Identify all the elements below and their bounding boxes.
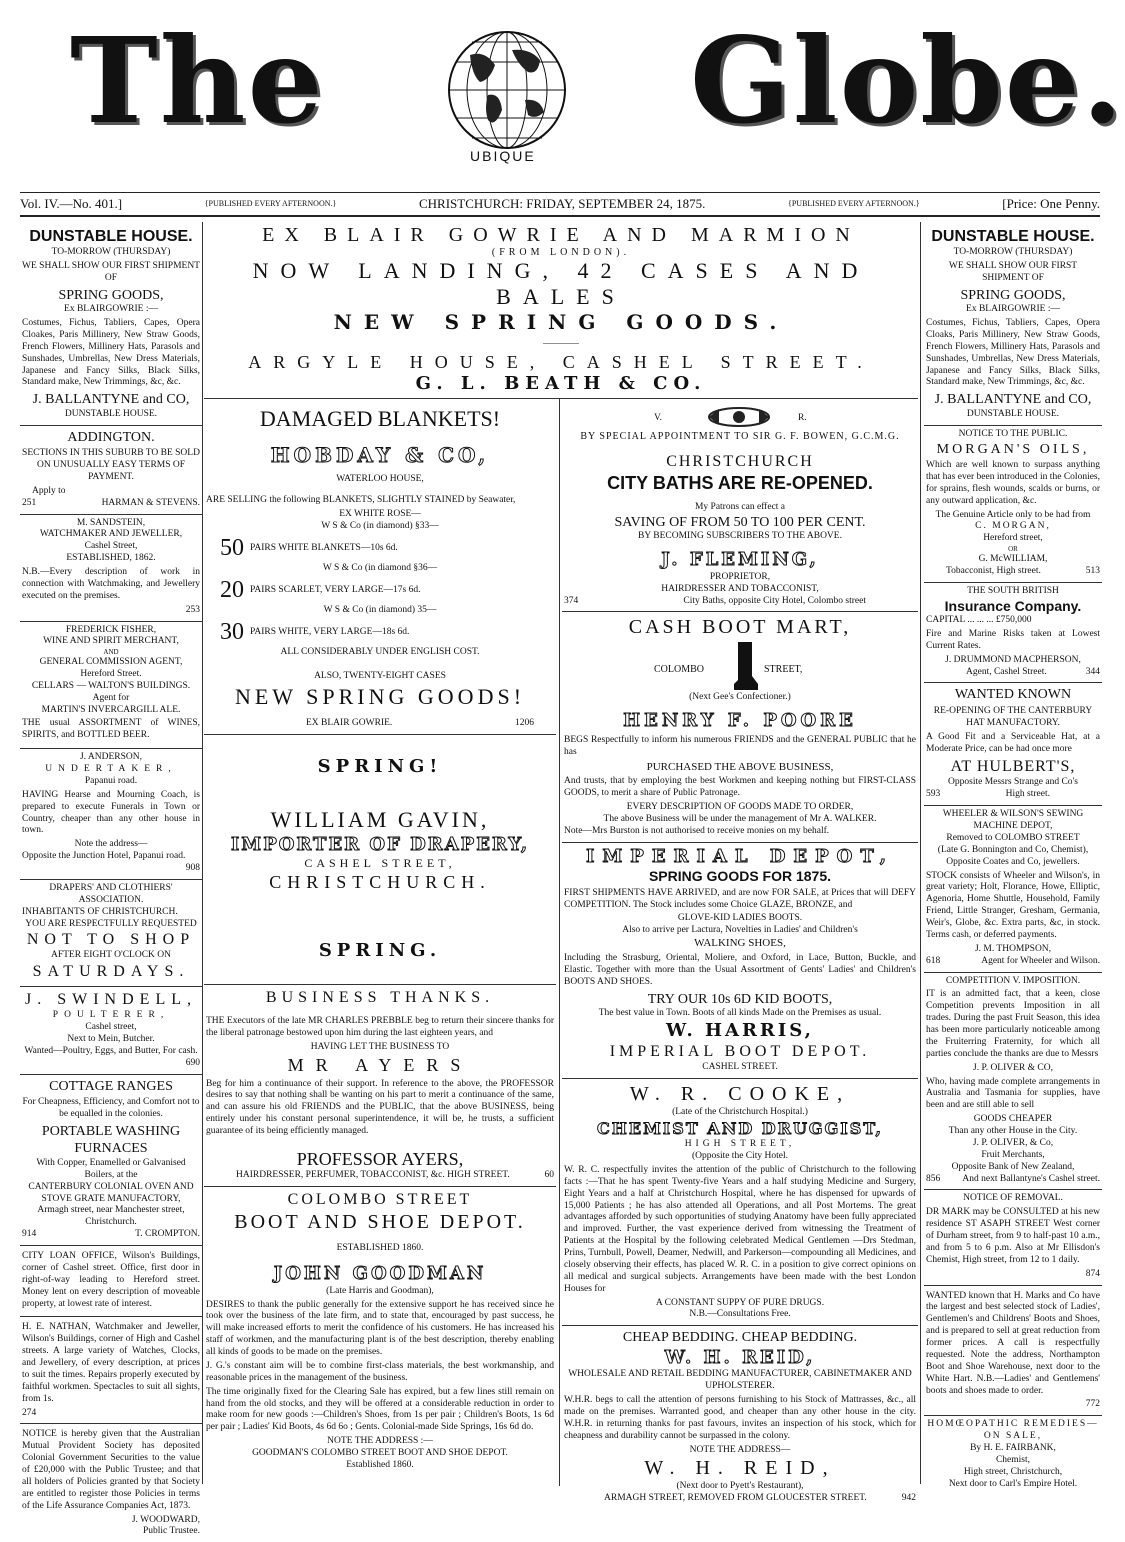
ad-body: Beg for him a continuance of their support. In reference to the above, the PROFESSOR desires to say that nothing shall be wanting on his part to merit a continuance of the same, and can assure his old FRIENDS and the PUBLIC, that the above BUSINESS, being entirely under his constant personal superintendence, it will be, he trusts, a sufficient guarantee of its being efficiently managed. (206, 1078, 554, 1136)
ad-heading: MR AYERS (287, 1055, 473, 1075)
column-centre-right (562, 402, 918, 1509)
ad-title: J. SWINDELL, (25, 991, 197, 1009)
ad-crompton (20, 1075, 202, 1246)
boot-icon (732, 640, 760, 692)
ad-line: GOODMAN'S COLOMBO STREET BOOT AND SHOE DEPOT. (252, 1448, 508, 1458)
ad-line: INHABITANTS OF CHRISTCHURCH. (22, 906, 178, 917)
ad-line: The Genuine Article only to be had from (935, 509, 1091, 520)
ad-number: 20 (220, 576, 244, 603)
ad-body: DR MARK may be CONSULTED at his new residence ST ASAPH STREET West corner of Durham street, from 9 to half-past 10 a.m., and from 5 to 6 p.m. Also at Mr Ellisdon's Chemist, High street, from 12 to 1 daily. (926, 1207, 1100, 1265)
ad-line: EVERY DESCRIPTION OF GOODS MADE TO ORDER, (626, 802, 854, 812)
ad-line: Papanui road. (84, 775, 138, 786)
ad-line: Public Trustee. (142, 1526, 200, 1537)
royal-arms (564, 405, 916, 431)
ad-line: City Baths, opposite City Hotel, Colombo street (683, 595, 866, 606)
ad-city-loan (20, 1246, 202, 1317)
ad-line: HIGH STREET, (684, 1139, 796, 1150)
ad-body: THE usual ASSORTMENT of WINES, SPIRITS, and BOTTLED BEER. (22, 718, 200, 741)
ad-gavin (204, 735, 556, 986)
ad-heading: TRY OUR 10s 6D KID BOOTS, (647, 991, 833, 1007)
ad-body: ARE SELLING the following BLANKETS, SLIGHTLY STAINED by Seawater, (206, 495, 516, 506)
ad-heading: Insurance Company. (944, 597, 1082, 614)
ad-hobday-blankets (204, 402, 556, 735)
dateline (20, 192, 1100, 217)
ad-heading: WATCHMAKER AND JEWELLER, (39, 529, 183, 540)
ad-body: Including the Strasburg, Oriental, Moliere, and Oxford, in Lace, Button, Buckle, and Elastic. Together with more than the Usual Assortment of Gents' Ladies' and Children's BOOTS AND SHOES. (564, 952, 916, 987)
ad-body: Who, having made complete arrangements in Australia and Tasmania for supplies, have been and are still able to sell (926, 1076, 1100, 1111)
published-note-right: {PUBLISHED EVERY AFTERNOON.} (788, 199, 920, 208)
masthead (0, 0, 1125, 190)
ad-line: W S & Co (in diamond) §33— (321, 521, 439, 532)
ad-number: 344 (1085, 666, 1100, 677)
ad-business-thanks (204, 985, 556, 1187)
ad-line: A CONSTANT SUPPY OF PURE DRUGS. (655, 1297, 825, 1308)
ad-imperial-depot (562, 843, 918, 1080)
ad-line: Than any other House in the City. (948, 1126, 1078, 1136)
ad-firm: G. L. BEATH & CO. (415, 373, 707, 394)
ad-line: GOODS CHEAPER (973, 1114, 1053, 1125)
ad-dunstable-house-right (924, 224, 1102, 426)
ad-city-baths (562, 402, 918, 612)
ad-line: J. DRUMMOND MACPHERSON, (945, 654, 1081, 665)
ad-line: (Late Harris and Goodman), (326, 1285, 434, 1296)
ad-oliver (924, 973, 1102, 1191)
ad-line: N.B.—Consultations Free. (689, 1309, 791, 1320)
ad-title: NOTICE TO THE PUBLIC. (958, 428, 1068, 439)
ad-heading: WINE AND SPIRIT MERCHANT, (43, 636, 179, 647)
ad-line: Opposite Bank of New Zealand, (951, 1161, 1075, 1172)
ad-line: (Late G. Bonnington and Co, Chemist), Opposite Coates and Co, jewellers. (937, 844, 1089, 867)
ad-line: CAPITAL ... ... ... £750,000 (926, 615, 1032, 625)
ad-title: CHEAP BEDDING. CHEAP BEDDING. (622, 1330, 858, 1346)
ad-line: Ex BLAIRGOWRIE :— (966, 304, 1060, 315)
ad-title: DUNSTABLE HOUSE. (29, 228, 193, 245)
ad-title: SPRING. (318, 939, 442, 961)
ad-line: J. M. THOMPSON, (974, 943, 1052, 954)
ad-title: W. R. COOKE, (629, 1083, 851, 1106)
ad-number: 60 (544, 1170, 554, 1181)
ad-line: CELLARS — WALTON'S BUILDINGS. (31, 680, 191, 691)
ad-number: 513 (1085, 565, 1100, 576)
ad-line: Removed to COLOMBO STREET (946, 832, 1080, 843)
ad-line: W S & Co (in diamond) 35— (323, 604, 437, 615)
ad-line: By H. E. FAIRBANK, (970, 1443, 1056, 1453)
ad-firm: J. WOODWARD, (131, 1514, 200, 1525)
ad-line: Note—Mrs Burston is not authorised to receive monies on my behalf. (564, 825, 830, 836)
ad-line: Note the address— (74, 839, 148, 850)
ad-number: 30 (220, 618, 244, 645)
ad-body: H. E. NATHAN, Watchmaker and Jeweller, Wilson's Buildings, corner of High and Cashel streets. A large variety of Watches, Clocks, and Jewellery, of every description, at prices to suit the times. Repairs properly executed by faithful workmen. Spectacles to suit all sights, from 1s. (22, 1322, 200, 1404)
ad-line: HAIRDRESSER AND TOBACCONIST, (661, 583, 819, 594)
ad-fairbank (924, 1416, 1102, 1494)
boot-illustration (564, 640, 916, 692)
ad-public-trustee (20, 1424, 202, 1542)
ad-line: NOTE THE ADDRESS— (689, 1444, 791, 1455)
ad-line: EX BLAIR GOWRIE. (306, 718, 393, 728)
ad-line: WATERLOO HOUSE, (336, 473, 424, 484)
ad-line: Also to arrive per Lactura, Novelties in Ladies' and Children's (622, 925, 858, 936)
ad-line: CHRISTCHURCH. (269, 872, 491, 893)
ad-heading: SPRING GOODS FOR 1875. (648, 868, 832, 885)
ad-title: ADDINGTON. (67, 429, 155, 445)
ad-body: CITY LOAN OFFICE, Wilson's Buildings, corner of Cashel street. Office, first door in right-of-way leading to Hereford street. Money lent on every description of moveable property, at lowest rate of interest. (22, 1251, 200, 1309)
ad-line: And next Ballantyne's Cashel street. (962, 1173, 1100, 1184)
ad-heading: PROFESSOR AYERS, (296, 1148, 464, 1169)
ad-line: PAIRS WHITE, VERY LARGE—18s 6d. (250, 626, 410, 637)
ad-line: PAIRS SCARLET, VERY LARGE—17s 6d. (250, 585, 421, 596)
ad-line: ARGYLE HOUSE, CASHEL STREET. (248, 352, 874, 372)
column-right (924, 224, 1102, 1495)
masthead-motto: UBIQUE (470, 148, 536, 164)
ad-number: 593 (926, 789, 941, 800)
ad-line: AFTER EIGHT O'CLOCK ON (50, 950, 172, 961)
ad-line: ALL CONSIDERABLY UNDER ENGLISH COST. (280, 646, 480, 657)
ad-title: EX BLAIR GOWRIE AND MARMION (262, 224, 860, 246)
ad-title: COTTAGE RANGES (49, 1078, 173, 1094)
ad-body: THE Executors of the late MR CHARLES PREBBLE beg to return their sincere thanks for the liberal patronage bestowed upon him during the last eighteen years, and (206, 1016, 554, 1039)
volume-number: Vol. IV.—No. 401.] (20, 196, 123, 211)
ad-body: SECTIONS IN THIS SUBURB TO BE SOLD ON UNUSUALLY EASY TERMS OF PAYMENT. (22, 448, 200, 482)
ad-number: 618 (926, 955, 941, 966)
ad-number: 690 (185, 1057, 200, 1068)
ad-line: Next door to Carl's Empire Hotel. (948, 1478, 1078, 1489)
ad-anderson (20, 749, 202, 880)
ad-heading: MORGAN'S OILS, (936, 441, 1090, 457)
ad-title: THE SOUTH BRITISH (967, 585, 1059, 596)
ad-line: MARTIN'S INVERCARGILL ALE. (41, 704, 181, 715)
ad-line: G. McWILLIAM, (978, 553, 1048, 564)
column-left (20, 224, 202, 1542)
ad-line: Ex BLAIRGOWRIE :— (64, 304, 158, 315)
ad-beath-spring-goods: EX BLAIR GOWRIE AND MARMION (FROM LONDON). NOW LANDING, 42 CASES AND BALES NEW SPRING GOODS. ———— ARGYLE HOUSE, CASHEL STREET. G. L. BEATH & CO. (204, 224, 918, 399)
ad-number: 856 (926, 1173, 941, 1184)
ad-heading: SPRING GOODS, (58, 287, 164, 303)
ad-number: 251 (22, 497, 37, 508)
ad-line: DUNSTABLE HOUSE. (966, 408, 1060, 419)
ad-subtitle: TO-MORROW (THURSDAY) (51, 247, 171, 257)
ad-morgan-oils (924, 426, 1102, 583)
ad-line: J. P. OLIVER, & Co, (972, 1137, 1054, 1148)
ad-reid-bedding (562, 1326, 918, 1509)
ad-line: Fruit Merchants, (981, 1149, 1045, 1160)
ad-title: IMPERIAL DEPOT, (585, 845, 895, 867)
ad-number: 374 (564, 595, 579, 606)
ad-number: 50 (220, 535, 244, 561)
ad-line: AND (103, 648, 119, 657)
ad-body: The time originally fixed for the Clearing Sale has expired, but a few lines still remain on hand from the old stocks, and they will be offered at a considerable reduction in order to make room for new goods :—Children's Shoes, from 1s per pair ; Children's Boots, 1s 6d per pair ; Ladies' Kid Boots, 4s 6d 6o ; Gents. Colonial-made Side Springs, 16s 6d do. (206, 1386, 554, 1433)
ad-line: (Late of the Christchurch Hospital.) (672, 1107, 808, 1118)
ad-line: High street, Christchurch, (963, 1466, 1063, 1477)
ad-number: 1206 (515, 718, 534, 728)
ad-line: WHOLESALE AND RETAIL BEDDING MANUFACTURER, CABINETMAKER AND UPHOLSTERER. (568, 1369, 912, 1392)
ad-marks-boots (924, 1286, 1102, 1417)
column-rule (559, 398, 560, 1486)
ad-line: The above Business will be under the management of Mr A. WALKER. (603, 813, 877, 824)
ad-title: CASH BOOT MART, (628, 616, 852, 639)
ad-heading: PORTABLE WASHING FURNACES (41, 1123, 181, 1157)
ad-heading: NOW LANDING, 42 CASES AND BALES (252, 258, 870, 309)
ad-line: ESTABLISHED 1860. (336, 1243, 424, 1254)
ad-firm: J. BALLANTYNE and CO, (934, 392, 1092, 408)
ad-body: WANTED known that H. Marks and Co have the largest and best selected stock of Ladies', Gentlemen's and Childrens' Boots and Shoes, and is prepared to sell at great reduction from former prices. A call is respectfully requested. Note the address, Northampton Boot and Shoe Warehouse, next door to the White Hart. N.B.—Ladies' and Gentlemens' boots and shoes made to order. (926, 1290, 1100, 1396)
ad-body: J. G.'s constant aim will be to combine first-class materials, the best workmanship, and reasonable prices in the management of the business. (206, 1360, 554, 1383)
ad-line: Opposite the Junction Hotel, Papanui road. (22, 851, 186, 862)
ad-title: COLOMBO STREET (287, 1191, 473, 1209)
ad-heading: HENRY F. POORE (623, 710, 857, 732)
ad-title: CHRISTCHURCH (666, 452, 814, 470)
ad-line: COLOMBO (654, 664, 705, 676)
column-rule (920, 222, 921, 1484)
ad-number: 908 (185, 863, 200, 873)
ad-number: 942 (901, 1493, 916, 1504)
ad-body: Costumes, Fichus, Tabliers, Capes, Opera Cloaks, Paris Millinery, New Straw Goods, French Flowers, Millinery Hats, Parasols and Sunshades, Umbrellas, New Dress Materials, Japanese and Fancy Silks, Black Silks, Standard make, New Trimmings, &c, &c. (926, 318, 1100, 388)
ad-subtitle: TO-MORROW (THURSDAY) (953, 247, 1073, 257)
ad-heading: J. FLEMING, (661, 549, 819, 571)
ad-body: BEGS Respectfully to inform his numerous FRIENDS and the GENERAL PUBLIC that he has (564, 734, 916, 757)
masthead-title-left: The (70, 11, 325, 150)
ad-line: CANTERBURY COLONIAL OVEN AND STOVE GRATE MANUFACTORY, (28, 1181, 194, 1204)
ad-heading: NEW SPRING GOODS. (333, 310, 789, 334)
ad-hulbert (924, 683, 1102, 806)
ad-title: M. SANDSTEIN, (76, 517, 146, 528)
ad-title: WANTED KNOWN (954, 687, 1072, 703)
ad-heading: HOBDAY & CO, (270, 442, 490, 467)
place-date: CHRISTCHURCH: FRIDAY, SEPTEMBER 24, 1875. (418, 196, 706, 211)
ad-line: WALKING SHOES, (694, 937, 786, 950)
ad-line: Agent, Cashel Street. (966, 666, 1047, 677)
ad-heading: BOOT AND SHOE DEPOT. (234, 1211, 526, 1234)
ad-body: STOCK consists of Wheeler and Wilson's, in great variety; Holt, Florance, Howe, Elliptic, Agenoria, Home Shuttle, Household, Family Friend, Little Stranger, Gresham, Germania, Weir's, Globe, &c. Extra parts, &c, in stock. Terms cash, or deferred payments. (926, 870, 1100, 940)
ad-line: R. (798, 413, 807, 423)
ad-firm: HARMAN & STEVENS. (101, 497, 200, 508)
ad-lead: WE SHALL SHOW OUR FIRST SHIPMENT OF (22, 260, 200, 283)
ad-body: Fire and Marine Risks taken at Lowest Current Rates. (926, 628, 1100, 651)
ad-line: Armagh street, near Manchester street, Christchurch. (37, 1205, 185, 1228)
ad-number: 874 (1085, 1268, 1100, 1279)
ad-dr-mark (924, 1190, 1102, 1285)
ad-cooke (562, 1079, 918, 1326)
ad-line: Hereford street, (983, 533, 1043, 544)
ad-title: DUNSTABLE HOUSE. (931, 228, 1095, 245)
ad-heading: GENERAL COMMISSION AGENT, (39, 657, 183, 667)
ad-line: STREET, (764, 664, 803, 676)
published-note-left: {PUBLISHED EVERY AFTERNOON.} (204, 199, 337, 208)
ad-body: For Cheapness, Efficiency, and Comfort not to be equalled in the colonies. (22, 1097, 200, 1119)
ad-line: Hereford Street. (80, 668, 142, 679)
ad-firm: J. BALLANTYNE and CO, (32, 392, 190, 408)
ad-title: NOTICE OF REMOVAL. (963, 1193, 1063, 1204)
ad-heading: SPRING GOODS, (960, 287, 1066, 303)
ad-heading: W. H. REID, (644, 1457, 836, 1480)
ad-heading: IMPERIAL BOOT DEPOT. (609, 1043, 871, 1061)
ad-line: Tobacconist, High street. (946, 565, 1041, 576)
ad-line: Apply to (32, 485, 66, 496)
ad-line: PURCHASED THE ABOVE BUSINESS, (646, 760, 834, 773)
ad-line: ESTABLISHED, 1862. (66, 553, 156, 564)
ad-line: BY BECOMING SUBSCRIBERS TO THE ABOVE. (638, 531, 842, 542)
ad-number: 772 (1085, 1399, 1100, 1410)
ad-goodman (204, 1187, 556, 1476)
ad-south-british (924, 583, 1102, 684)
ad-heading: NEW SPRING GOODS! (234, 683, 526, 709)
ad-nathan (20, 1317, 202, 1424)
ad-fisher (20, 622, 202, 750)
ad-title: DRAPERS' AND CLOTHIERS' ASSOCIATION. (49, 882, 173, 905)
ad-title: FREDERICK FISHER, (65, 624, 157, 635)
ad-body: N.B.—Every description of work in connection with Watchmaking, and Jewellery executed on the premises. (22, 567, 200, 601)
ad-title: WHEELER & WILSON'S SEWING MACHINE DEPOT, (942, 809, 1084, 831)
ad-body: HAVING Hearse and Mourning Coach, is prepared to execute Funerals in Town or Country, cheaper than any other house in town. (22, 789, 200, 836)
ad-line: Established 1860. (346, 1459, 414, 1470)
ad-line: High street. (1005, 789, 1050, 800)
ad-line: (Opposite the City Hotel. (691, 1151, 789, 1161)
ad-line: The best value in Town. Boots of all kinds Made on the Premises as usual. (598, 1008, 882, 1018)
ad-body: W.H.R. begs to call the attention of persons furnishing to his Stock of Mattrasses, &c., all made on the premises. Warranted good, and cheaper than any other house in the city. W.H.R. in returning thanks for past favours, invites an inspection of his stock, which for cheapness and durability cannot be surpassed in the colony. (564, 1395, 916, 1441)
ad-line: PROPRIETOR, (709, 571, 771, 582)
ad-body: W. R. C. respectfully invites the attention of the public of Christchurch to the following facts :—That he has spent Twenty-five Years and a half studying Medicine and Surgery, Eight Years and a half at Christchurch Hospital, where he has dispensed for upwards of 15,000 Patients ; he has also attended all Operations, and all Post Mortems. The great advantages afforded by such opportunities of studying Anatomy have been fully appreciated and improved. Further, the vast experience derived from witnessing the Treatment of Patients at the Hospital by the following celebrated Medical Gentlemen —Drs Stedman, Prins, Turnbull, Powell, Deamer, Nedwill, and Parkerson—compounding all Medicines, and closely observing their effects, has placed W. R. C. in a position to give correct opinions on all medical and surgical subjects. Arrangements have been made with the best London Houses for (564, 1164, 916, 1294)
ad-title: J. ANDERSON, (79, 752, 143, 763)
ad-addington (20, 426, 202, 515)
ad-body: DESIRES to thank the public generally for the extensive support he has received since he took over the business of the late firm, and to state that, encouraged by past success, he will make increased efforts to merit the confidence of his customers. He has increased his staff of workmen, and the manufacturing plant is of the best description, thereby enabling all kinds of goods to be made on the premises. (206, 1299, 554, 1357)
ad-body: A Good Fit and a Serviceable Hat, at a Moderate Price, can be had once more (926, 731, 1100, 754)
ad-heading: W. H. REID, (664, 1346, 816, 1368)
ad-drapers-association (20, 880, 202, 987)
ad-body: NOTICE is hereby given that the Australian Mutual Provident Society has deposited Colonial Government Securities to the value of £20,000 with the Public Trustee; and that all holders of Policies granted by that Society are entitled to register those Policies in terms of the Life Assurance Companies Act, 1873. (22, 1429, 200, 1511)
ad-swindell (20, 987, 202, 1074)
ad-line: ALSO, TWENTY-EIGHT CASES (314, 670, 446, 681)
ad-line: HAIRDRESSER, PERFUMER, TOBACCONIST, &c. HIGH STREET. (236, 1170, 510, 1181)
ad-body: And trusts, that by employing the best Workmen and keeping nothing but FIRST-CLASS GOODS, to merit a share of Public Patronage. (564, 776, 916, 799)
ad-line: CASHEL STREET, (304, 856, 456, 871)
ad-number: 253 (185, 604, 200, 615)
ad-heading: NOT TO SHOP (26, 931, 196, 949)
ad-line: CASHEL STREET. (702, 1062, 778, 1073)
ad-heading: UNDERTAKER, (45, 764, 177, 774)
ad-line: W S & Co (in diamond §36— (322, 563, 438, 573)
ad-cash-boot-mart (562, 612, 918, 842)
ad-body: IT is an admitted fact, that a keen, close Competition prevents Imposition in all trades. During the past Fruit Season, this idea has been more particularly noticeable among the Fruiterring Fraternity, for which all parties conclude the thanks are due to Messrs (926, 989, 1100, 1059)
ad-line: ARMAGH STREET, REMOVED FROM GLOUCESTER STREET. (604, 1493, 867, 1504)
ad-line: V. (654, 413, 663, 423)
ad-heading: CITY BATHS ARE RE-OPENED. (607, 472, 873, 493)
ad-heading: WILLIAM GAVIN, (270, 807, 490, 833)
ad-dunstable-house-left (20, 224, 202, 426)
ad-body: Which are well known to surpass anything that has ever been introduced in the Colonies, for sprains, flesh wounds, scalds or burns, or any outward application, &c. (926, 460, 1100, 506)
ad-heading: AT HULBERT'S, (950, 758, 1076, 776)
ad-heading: IMPORTER OF DRAPERY, (230, 833, 530, 855)
ad-heading: W. HARRIS, (666, 1019, 814, 1041)
ad-lead: WE SHALL SHOW OUR FIRST SHIPMENT OF (948, 260, 1078, 283)
ad-line: YOU ARE RESPECTFULLY REQUESTED (25, 918, 197, 929)
price: [Price: One Penny. (1002, 196, 1100, 211)
ad-wheeler-wilson (924, 806, 1102, 972)
ad-line: Opposite Messrs Strange and Co's (948, 777, 1078, 788)
ad-line: C. MORGAN, (975, 521, 1051, 532)
column-centre-left (204, 402, 556, 1476)
ad-sandstein (20, 515, 202, 622)
ad-title: DAMAGED BLANKETS! (259, 406, 501, 431)
ad-subtitle: (FROM LONDON). (491, 247, 631, 258)
ad-line: GLOVE-KID LADIES BOOTS. (677, 913, 803, 924)
column-rule (202, 222, 203, 1484)
ad-body: FIRST SHIPMENTS HAVE ARRIVED, and are now FOR SALE, at Prices that will DEFY COMPETITION. The Stock includes some Choice GLAZE, BRONZE, and (564, 887, 916, 910)
ad-title: BUSINESS THANKS. (265, 989, 495, 1007)
ad-heading: SAVING OF FROM 50 TO 100 PER CENT. (614, 514, 866, 530)
ad-line: Cashel Street, (84, 541, 138, 552)
ad-line: J. P. OLIVER & CO, (973, 1062, 1053, 1073)
ad-line: NOTE THE ADDRESS :— (327, 1436, 433, 1447)
ad-line: HAVING LET THE BUSINESS TO (310, 1042, 450, 1053)
ad-line: Wanted—Poultry, Eggs, and Butter, For cash. (24, 1045, 198, 1056)
ad-heading: POULTERER, (52, 1010, 170, 1021)
ad-line: BY SPECIAL APPOINTMENT TO SIR G. F. BOWEN, G.C.M.G. (580, 431, 900, 442)
ad-number: 274 (22, 1407, 37, 1418)
ad-line: Cashel street, (85, 1022, 137, 1033)
ad-line: Next to Mein, Butcher. (67, 1034, 155, 1044)
ad-number: 914 (22, 1229, 37, 1240)
ad-heading: JOHN GOODMAN (273, 1263, 487, 1285)
ad-heading: SATURDAYS. (32, 963, 190, 981)
ad-line: Agent for (92, 692, 130, 703)
ad-line: OR (1008, 545, 1018, 554)
ad-line: (Next Gee's Confectioner.) (689, 692, 791, 703)
ad-firm: T. CROMPTON. (135, 1229, 200, 1240)
ad-line: RE-OPENING OF THE CANTERBURY HAT MANUFACTORY. (933, 705, 1093, 728)
ad-body: Costumes, Fichus, Tabliers, Capes, Opera Cloakes, Paris Millinery, New Straw Goods, French Flowers, Millinery Hats, Parasols and Sunshades, Umbrellas, New Dress Materials, Japanese and Fancy Silks, Black Silks, Standard make, New Trimmings, &c, &c. (22, 318, 200, 388)
royal-arms-icon (704, 405, 774, 429)
ad-line: EX WHITE ROSE— (339, 509, 421, 520)
ad-line: Chemist, (995, 1454, 1031, 1465)
ad-line: PAIRS WHITE BLANKETS—10s 6d. (250, 543, 398, 554)
ad-title: HOMŒOPATHIC REMEDIES— ON SALE, (927, 1419, 1099, 1442)
ad-line: Agent for Wheeler and Wilson. (981, 955, 1100, 966)
ad-heading: CHEMIST AND DRUGGIST, (597, 1119, 883, 1139)
ad-line: With Copper, Enamelled or Galvanised Boilers, at the (36, 1157, 186, 1180)
ad-line: My Patrons can effect a (694, 502, 786, 512)
ad-title: SPRING! (317, 755, 443, 777)
ad-line: (Next door to Pyett's Restaurant), (676, 1481, 804, 1492)
masthead-title-right: Globe. (690, 11, 1125, 150)
ad-line: DUNSTABLE HOUSE. (64, 408, 158, 419)
ad-title: COMPETITION V. IMPOSITION. (945, 975, 1081, 986)
